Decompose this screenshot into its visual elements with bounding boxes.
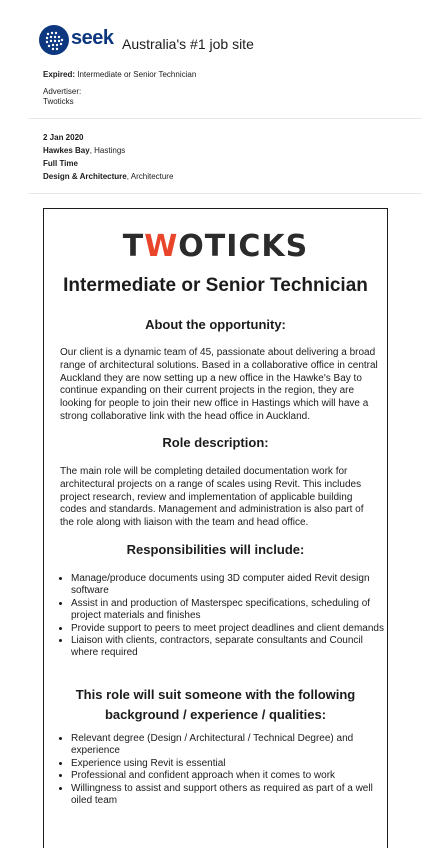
role-heading: Role description: [162, 435, 269, 450]
listing-date: 2 Jan 2020 [43, 133, 84, 142]
list-item: • Professional and confident approach when it comes to work [71, 770, 389, 782]
job-details [43, 133, 173, 182]
status-value: Intermediate or Senior Technician [77, 70, 197, 79]
status-label: Expired: [43, 70, 76, 79]
divider [28, 193, 422, 194]
job-city: , Hastings [89, 146, 126, 155]
list-item: • Liaison with clients, contractors, separate consultants and Council where required [71, 635, 389, 660]
site-header [0, 0, 422, 62]
seek-logo-text[interactable]: seek [71, 27, 114, 49]
qualities-list [60, 733, 389, 807]
job-subcategory: , Architecture [126, 172, 174, 181]
work-type: Full Time [43, 159, 78, 168]
advertiser-block [43, 87, 81, 107]
list-item: • Manage/produce documents using 3D computer aided Revit design software [71, 573, 389, 598]
job-title: Intermediate or Senior Technician [63, 275, 368, 296]
divider [28, 118, 422, 119]
list-item: • Willingness to assist and support others as required as part of a well oiled team [71, 783, 389, 808]
responsibilities-list [60, 573, 389, 660]
listing-status [43, 70, 196, 80]
advertiser-name: Twoticks [43, 97, 74, 106]
site-tagline: Australia's #1 job site [122, 36, 254, 52]
opportunity-text: Our client is a dynamic team of 45, passionate about delivering a broad range of architectural solutions. Based in a collaborative office in central Auckland they are now setting up a new office in the Hawke's Bay to continue expanding on their current projects in the region, they are looking for people to join their new office in Hastings which will have a strong collaborative link with the head office in Auckland. [60, 347, 378, 422]
company-logo: TWOTICKS [122, 229, 309, 264]
advertiser-label: Advertiser: [43, 87, 82, 96]
job-category: Design & Architecture [43, 172, 127, 181]
opportunity-heading: About the opportunity: [145, 317, 286, 332]
list-item: • Experience using Revit is essential [71, 758, 389, 770]
seek-logo-icon[interactable] [39, 25, 69, 55]
responsibilities-heading: Responsibilities will include: [126, 542, 305, 557]
list-item: • Relevant degree (Design / Architectural / Technical Degree) and experience [71, 733, 389, 758]
job-ad-template [43, 208, 388, 848]
list-item: • Provide support to peers to meet project deadlines and client demands [71, 623, 389, 635]
list-item: • Assist in and production of Masterspec specifications, scheduling of project materials and finishes [71, 598, 389, 623]
suit-heading: This role will suit someone with the following background / experience / qualities: [75, 687, 356, 722]
role-text: The main role will be completing detailed documentation work for architectural projects on a range of scales using Revit. This includes project research, review and implementation of applicable building codes and standards. Management and administration is also part of the role along with liaison with the team and head office. [60, 466, 364, 529]
job-region: Hawkes Bay [43, 146, 90, 155]
